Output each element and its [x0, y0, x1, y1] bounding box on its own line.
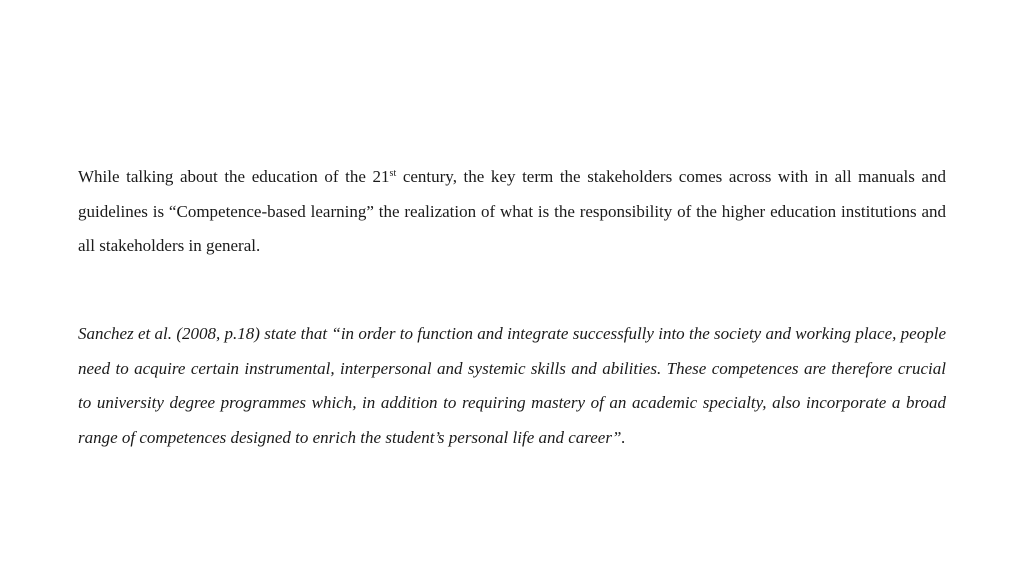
intro-text-end: century, the key term the stakeholders comes across with in all manuals and guidelines is “Competence-based learning” the realization of what is the responsibility of the higher education institutions and all stakeholders in general. [78, 167, 946, 256]
quote-paragraph: Sanchez et al. (2008, p.18) state that “in order to function and integrate successfully into the society and working place, people need to acquire certain instrumental, interpersonal and systemic skills and abilities. These competences are therefore crucial to university degree programmes which, in addition to requiring mastery of an academic specialty, also incorporate a broad range of competences designed to enrich the student’s personal life and career”. [78, 324, 946, 447]
intro-text-start: While talking about the education of the 21 [78, 167, 390, 186]
ordinal-superscript: st [389, 168, 397, 179]
intro-paragraph [78, 160, 946, 264]
